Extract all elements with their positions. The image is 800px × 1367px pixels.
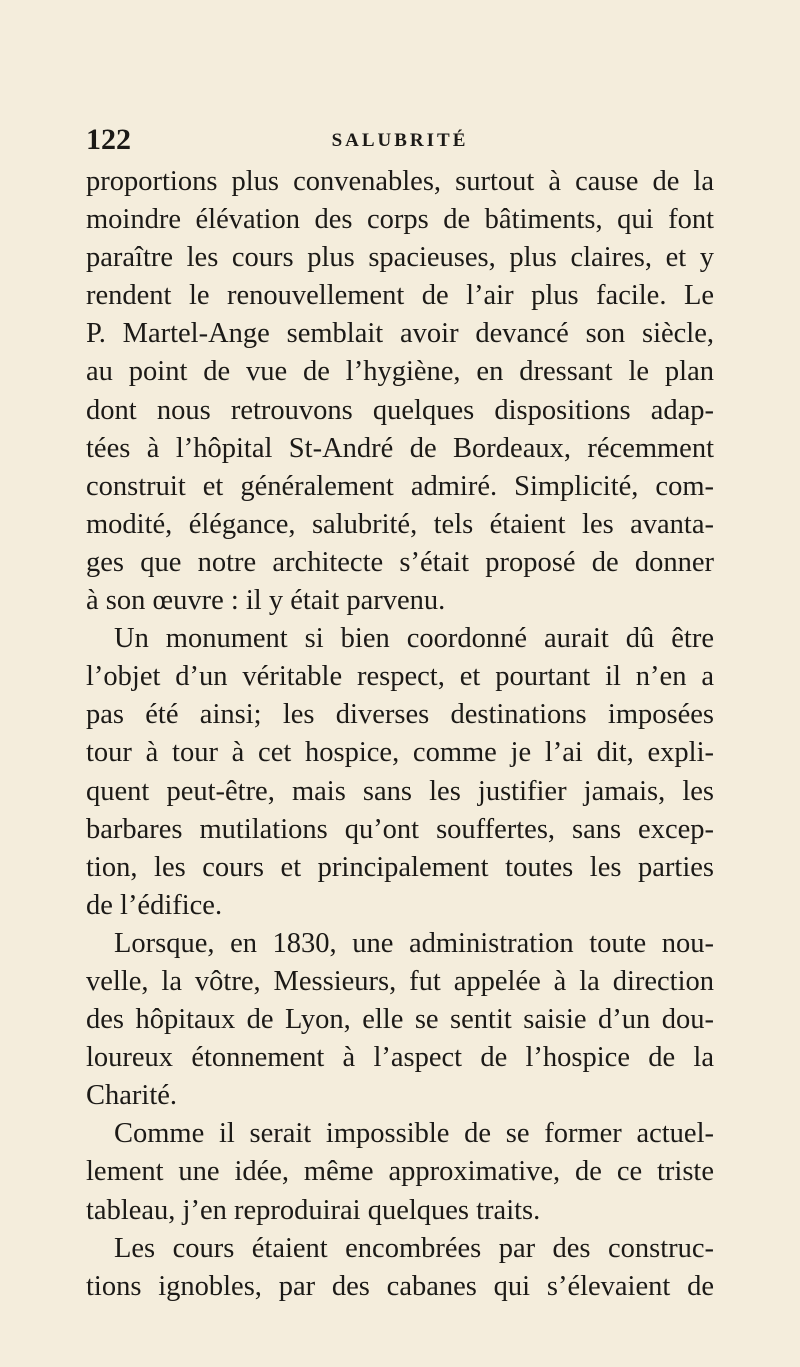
text-line: tion, les cours et principalement toutes les parties: [86, 851, 714, 883]
running-title: SALUBRITÉ: [331, 130, 469, 151]
text-line: loureux étonnement à l’aspect de l’hospice de la: [86, 1042, 714, 1074]
page-number: 122: [86, 123, 131, 156]
page-header: [86, 122, 714, 158]
text-line: des hôpitaux de Lyon, elle se sentit saisie d’un dou-: [86, 1004, 714, 1036]
paragraph: [86, 1230, 714, 1306]
text-line: moindre élévation des corps de bâtiments, qui font: [86, 204, 714, 236]
text-line: velle, la vôtre, Messieurs, fut appelée à la direction: [86, 965, 714, 997]
text-line: modité, élégance, salubrité, tels étaient les avanta-: [86, 508, 714, 540]
text-line: rendent le renouvellement de l’air plus facile. Le: [86, 280, 714, 312]
text-line: Les cours étaient encombrées par des construc-: [114, 1232, 714, 1264]
paragraph: [86, 925, 714, 1115]
text-line: P. Martel-Ange semblait avoir devancé son siècle,: [86, 318, 714, 350]
paragraph: [86, 1115, 714, 1229]
text-line: tour à tour à cet hospice, comme je l’ai dit, expli-: [86, 737, 714, 769]
text-line: dont nous retrouvons quelques dispositions adap-: [86, 394, 714, 426]
text-line: barbares mutilations qu’ont souffertes, sans excep-: [86, 813, 714, 845]
text-line: tableau, j’en reproduirai quelques traits.: [86, 1194, 541, 1226]
text-line: ges que notre architecte s’était proposé de donner: [86, 546, 714, 578]
text-line: pas été ainsi; les diverses destinations imposées: [86, 699, 714, 731]
text-line: Comme il serait impossible de se former actuel-: [114, 1118, 714, 1150]
text-line: Charité.: [86, 1080, 178, 1112]
text-line: proportions plus convenables, surtout à cause de la: [86, 166, 714, 197]
text-line: tées à l’hôpital St-André de Bordeaux, récemment: [86, 432, 714, 464]
text-line: Lorsque, en 1830, une administration toute nou-: [114, 927, 714, 959]
text-line: quent peut-être, mais sans les justifier jamais, les: [86, 775, 714, 807]
text-line: de l’édifice.: [86, 889, 223, 921]
text-line: à son œuvre : il y était parvenu.: [86, 585, 446, 617]
text-line: Un monument si bien coordonné aurait dû être: [114, 623, 714, 655]
text-line: au point de vue de l’hygiène, en dressant le plan: [86, 356, 714, 388]
paragraph: [86, 163, 714, 620]
text-line: construit et généralement admiré. Simplicité, com-: [86, 470, 714, 502]
text-line: lement une idée, même approximative, de ce triste: [86, 1156, 714, 1188]
body-text: [86, 163, 714, 1306]
text-line: paraître les cours plus spacieuses, plus claires, et y: [86, 242, 714, 274]
text-line: l’objet d’un véritable respect, et pourtant il n’en a: [86, 661, 714, 693]
paragraph: [86, 620, 714, 925]
text-line: tions ignobles, par des cabanes qui s’élevaient de: [86, 1270, 714, 1302]
